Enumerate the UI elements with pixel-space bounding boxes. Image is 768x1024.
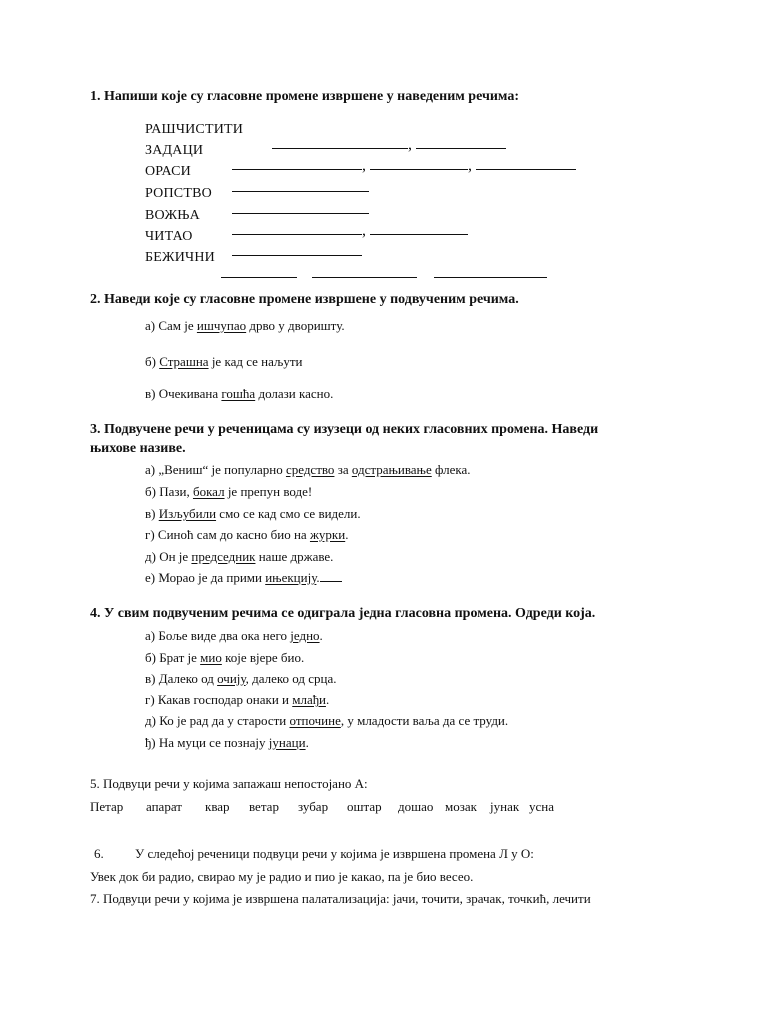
q3-item-b: б) Пази, бокал је препун воде!	[145, 484, 313, 499]
q5-word[interactable]: усна	[529, 799, 554, 814]
q3-item-c: в) Изљубили смо се кад смо се видели.	[145, 506, 361, 521]
q2-item-b: б) Страшна је кад се наљути	[145, 354, 303, 369]
question-6-title: У следећој реченици подвуци речи у којима је извршена промена Л у О:	[135, 846, 534, 861]
question-1-title: 1. Напиши које су гласовне промене извршене у наведеним речима:	[90, 89, 520, 104]
q1-word-6: ЧИТАО	[145, 229, 193, 244]
q1-answer-blanks-5[interactable]: ,	[232, 222, 468, 240]
q6-sentence[interactable]: Увек док би радио, свирао му је радио и пио је какао, па је био весео.	[90, 869, 474, 884]
question-3-title-line-2: њихове називе.	[90, 441, 186, 456]
q1-word-4: РОПСТВО	[145, 186, 212, 201]
question-7-title[interactable]: 7. Подвуци речи у којима је извршена палатализација: јачи, точити, зрачак, точкић, лечити	[90, 891, 591, 906]
question-2-title: 2. Наведи које су гласовне промене извршене у подвученим речима.	[90, 292, 519, 307]
q1-word-1: РАШЧИСТИТИ	[145, 122, 244, 137]
q5-word[interactable]: зубар	[298, 799, 329, 814]
underlined-word: Страшна	[159, 354, 209, 369]
q5-word[interactable]: квар	[205, 799, 230, 814]
q1-answer-blanks-7[interactable]	[221, 265, 547, 283]
q3-item-f: е) Морао је да прими ињекцију.	[145, 570, 342, 586]
q5-word[interactable]: јунак	[490, 799, 520, 814]
q1-word-3: ОРАСИ	[145, 164, 191, 179]
q1-word-2: ЗАДАЦИ	[145, 143, 204, 158]
question-5-title: 5. Подвуци речи у којима запажаш непостојано А:	[90, 776, 368, 791]
underlined-word: гошћа	[221, 386, 256, 401]
q2-item-a: а) Сам је ишчупао дрво у дворишту.	[145, 318, 345, 333]
q3-item-a: а) „Вениш“ је популарно средство за одстрањивање флека.	[145, 462, 471, 477]
q3-item-e: д) Он је председник наше државе.	[145, 549, 334, 564]
q1-answer-blanks-3[interactable]	[232, 179, 369, 197]
q1-answer-blanks-1[interactable]: ,	[272, 136, 506, 154]
q2-item-c: в) Очекивана гошћа долази касно.	[145, 386, 334, 401]
question-6-number: 6.	[94, 846, 104, 861]
q5-word[interactable]: Петар	[90, 799, 124, 814]
q5-word[interactable]: оштар	[347, 799, 382, 814]
q5-word[interactable]: апарат	[146, 799, 182, 814]
q4-item-a: а) Боље виде два ока него једно.	[145, 628, 323, 643]
q4-item-f: ђ) На муци се познају јунаци.	[145, 735, 309, 750]
q1-answer-blanks-6[interactable]	[232, 243, 362, 261]
q4-item-c: в) Далеко од очију, далеко од срца.	[145, 671, 337, 686]
q5-word[interactable]: ветар	[249, 799, 279, 814]
q5-word[interactable]: мозак	[445, 799, 477, 814]
q4-item-d: г) Какав господар онаки и млађи.	[145, 692, 330, 707]
q4-item-e: д) Ко је рад да у старости отпочине, у младости ваља да се труди.	[145, 713, 509, 728]
q3-item-d: г) Синоћ сам до касно био на журки.	[145, 527, 349, 542]
q1-word-7: БЕЖИЧНИ	[145, 250, 215, 265]
question-4-title: 4. У свим подвученим речима се одиграла једна гласовна промена. Одреди која.	[90, 606, 596, 621]
q4-item-b: б) Брат је мио које вјере био.	[145, 650, 305, 665]
q1-answer-blanks-2[interactable]: , ,	[232, 157, 576, 175]
q5-word[interactable]: дошао	[398, 799, 434, 814]
q1-word-5: ВОЖЊА	[145, 208, 200, 223]
underlined-word: ишчупао	[196, 318, 247, 333]
q1-answer-blanks-4[interactable]	[232, 201, 369, 219]
question-3-title-line-1: 3. Подвучене речи у реченицама су изузеци од неких гласовних промена. Наведи	[90, 422, 599, 437]
